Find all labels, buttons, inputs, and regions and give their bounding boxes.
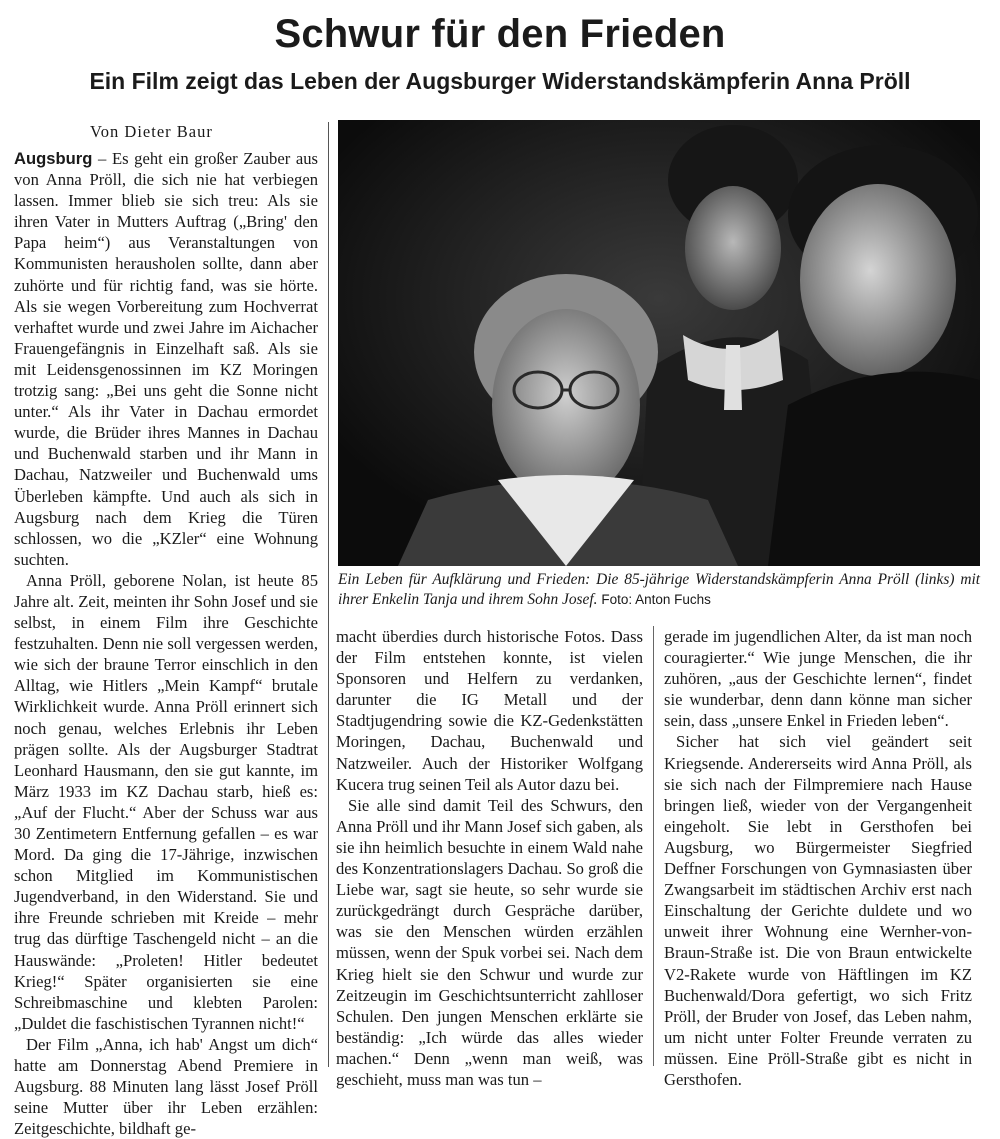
paragraph: macht überdies durch historische Fotos. Dass der Film entstehen konnte, ist vielen Sponsoren und Helfern zu verdanken, darunter die IG Metall und der Stadtjugendring sowie die KZ-Gedenkstätten Moringen, Dachau, Buchenwald und Natzweiler. Auch der Historiker Wolfgang Kucera trug seinen Teil als Autor dazu bei. xyxy=(336,627,643,794)
paragraph: Sie alle sind damit Teil des Schwurs, den Anna Pröll und ihr Mann Josef sich gaben, als sie ihn heimlich besuchte in einem Wald nahe des Konzentrationslagers Dachau. So groß die Liebe war, sagt sie heute, so sehr wurde sie zurückgedrängt durch Gespräche darüber, was sie den Menschen würden erzählen müssen, wenn der Spuk vorbei sei. Nach dem Krieg hielt sie den Schwur und wurde zur Zeitzeugin im Geschichtsunterricht zahlloser Schulen. Den jungen Menschen erklärte sie beständig: „Ich würde das alles wieder machen.“ Denn „wenn man weiß, was geschieht, muss man was tun – xyxy=(336,795,643,1089)
paragraph: gerade im jugendlichen Alter, da ist man noch couragierter.“ Wie junge Menschen, die ihr zuhören, „aus der Geschichte lernen“, findet sie wunderbar, denn dann könne man sicher sein, dass „unsere Enkel in Frieden leben“. xyxy=(664,627,972,731)
column-rule xyxy=(653,626,654,1066)
paragraph-text: – Es geht ein großer Zauber aus von Anna Pröll, die sich nie hat verbiegen lassen. Immer blieb sie sich treu: Als sie ihren Vater in Mutters Auftrag („Bring' den Papa heim“) aus Veranstaltungen von Kommunisten herausholen sollte, dann aber zuhörte und für richtig fand, was sie hörte. Als sie wegen Vorbereitung zum Hochverrat verhaftet wurde und zwei Jahre im Aichacher Frauengefängnis in Einzelhaft saß. Als sie mit Leidensgenossinnen im KZ Moringen trotzig sang: „Bei uns geht die Sonne nicht unter.“ Als ihr Vater in Dachau ermordet wurde, die Brüder ihres Mannes in Dachau und Buchenwald starben und ihr Mann in Dachau, Natzweiler und Buchenwald ums Überleben kämpfte. Und auch als sich in Augsburg nach dem Krieg die Türen schlossen, wo die „KZler“ eine Wohnung suchten. xyxy=(14,149,318,569)
dateline: Augsburg xyxy=(14,149,93,168)
paragraph: Anna Pröll, geborene Nolan, ist heute 85 Jahre alt. Zeit, meinten ihr Sohn Josef und sie selbst, in einem Film ihre Geschichte festzuhalten. Denn nie soll vergessen werden, wie sich der braune Terror einschlich in den Alltag, wie Hitlers „Mein Kampf“ brutale Wirklichkeit wurde. Anna Pröll erinnert sich noch genau, welches Erlebnis ihr Leben prägen sollte. Als der Augsburger Stadtrat Leonhard Hausmann, den sie gut kannte, im März 1933 im KZ Dachau starb, hieß es: „Auf der Flucht.“ Aber der Schuss war aus 30 Zentimetern Entfernung gefallen – es war Mord. Da ging die 17-Jährige, inzwischen schon Mitglied im Kommunistischen Jugendverband, in den Widerstand. Sie und ihre Freunde schrieben mit Kreide – mehr trug das dürftige Taschengeld nicht – an die Hauswände: „Proleten! Hitler bedeutet Krieg!“ Später organisierten sie eine Schreibmaschine und klebten Parolen: „Duldet die faschistischen Tyrannen nicht!“ xyxy=(14,570,318,1033)
article-column-2 xyxy=(336,626,643,1089)
photo-credit: Foto: Anton Fuchs xyxy=(601,592,711,607)
photo-illustration xyxy=(338,120,980,566)
photo xyxy=(338,120,980,566)
article-column-1 xyxy=(14,148,318,1139)
paragraph: Sicher hat sich viel geändert seit Kriegsende. Andererseits wird Anna Pröll, als sie sich nach der Filmpremiere nach Hause bringen ließ, wieder von der Vergangenheit eingeholt. Sie lebt in Gersthofen bei Augsburg, wo Bürgermeister Siegfried Deffner Forschungen von Gymnasiasten über Zwangsarbeit im städtischen Archiv erst nach Einschaltung der Gerichte duldete und wo unweit ihrer Wohnung eine Wernher-von-Braun-Straße ist. Die von Braun entwickelte V2-Rakete wurde von Häftlingen im KZ Buchenwald/Dora gefertigt, wo sich Fritz Pröll, der Bruder von Josef, das Leben nahm, um nicht unter Folter Freunde verraten zu müssen. Eine Pröll-Straße gibt es nicht in Gersthofen. xyxy=(664,732,972,1089)
byline: Von Dieter Baur xyxy=(90,122,213,141)
caption-text: Ein Leben für Aufklärung und Frieden: Die 85-jährige Widerstandskämpferin Anna Pröll (links) mit ihrer Enkelin Tanja und ihrem Sohn Josef. xyxy=(338,571,980,608)
subheadline: Ein Film zeigt das Leben der Augsburger Widerstandskämpferin Anna Pröll xyxy=(89,68,911,94)
photo-caption xyxy=(338,570,980,610)
paragraph: Der Film „Anna, ich hab' Angst um dich“ hatte am Donnerstag Abend Premiere in Augsburg. 88 Minuten lang lässt Josef Pröll seine Mutter über ihr Leben erzählen: Zeitgeschichte, bildhaft ge- xyxy=(14,1034,318,1139)
column-rule xyxy=(328,122,329,1067)
paragraph xyxy=(14,148,318,570)
article-column-3 xyxy=(664,626,972,1089)
headline: Schwur für den Frieden xyxy=(274,12,726,56)
